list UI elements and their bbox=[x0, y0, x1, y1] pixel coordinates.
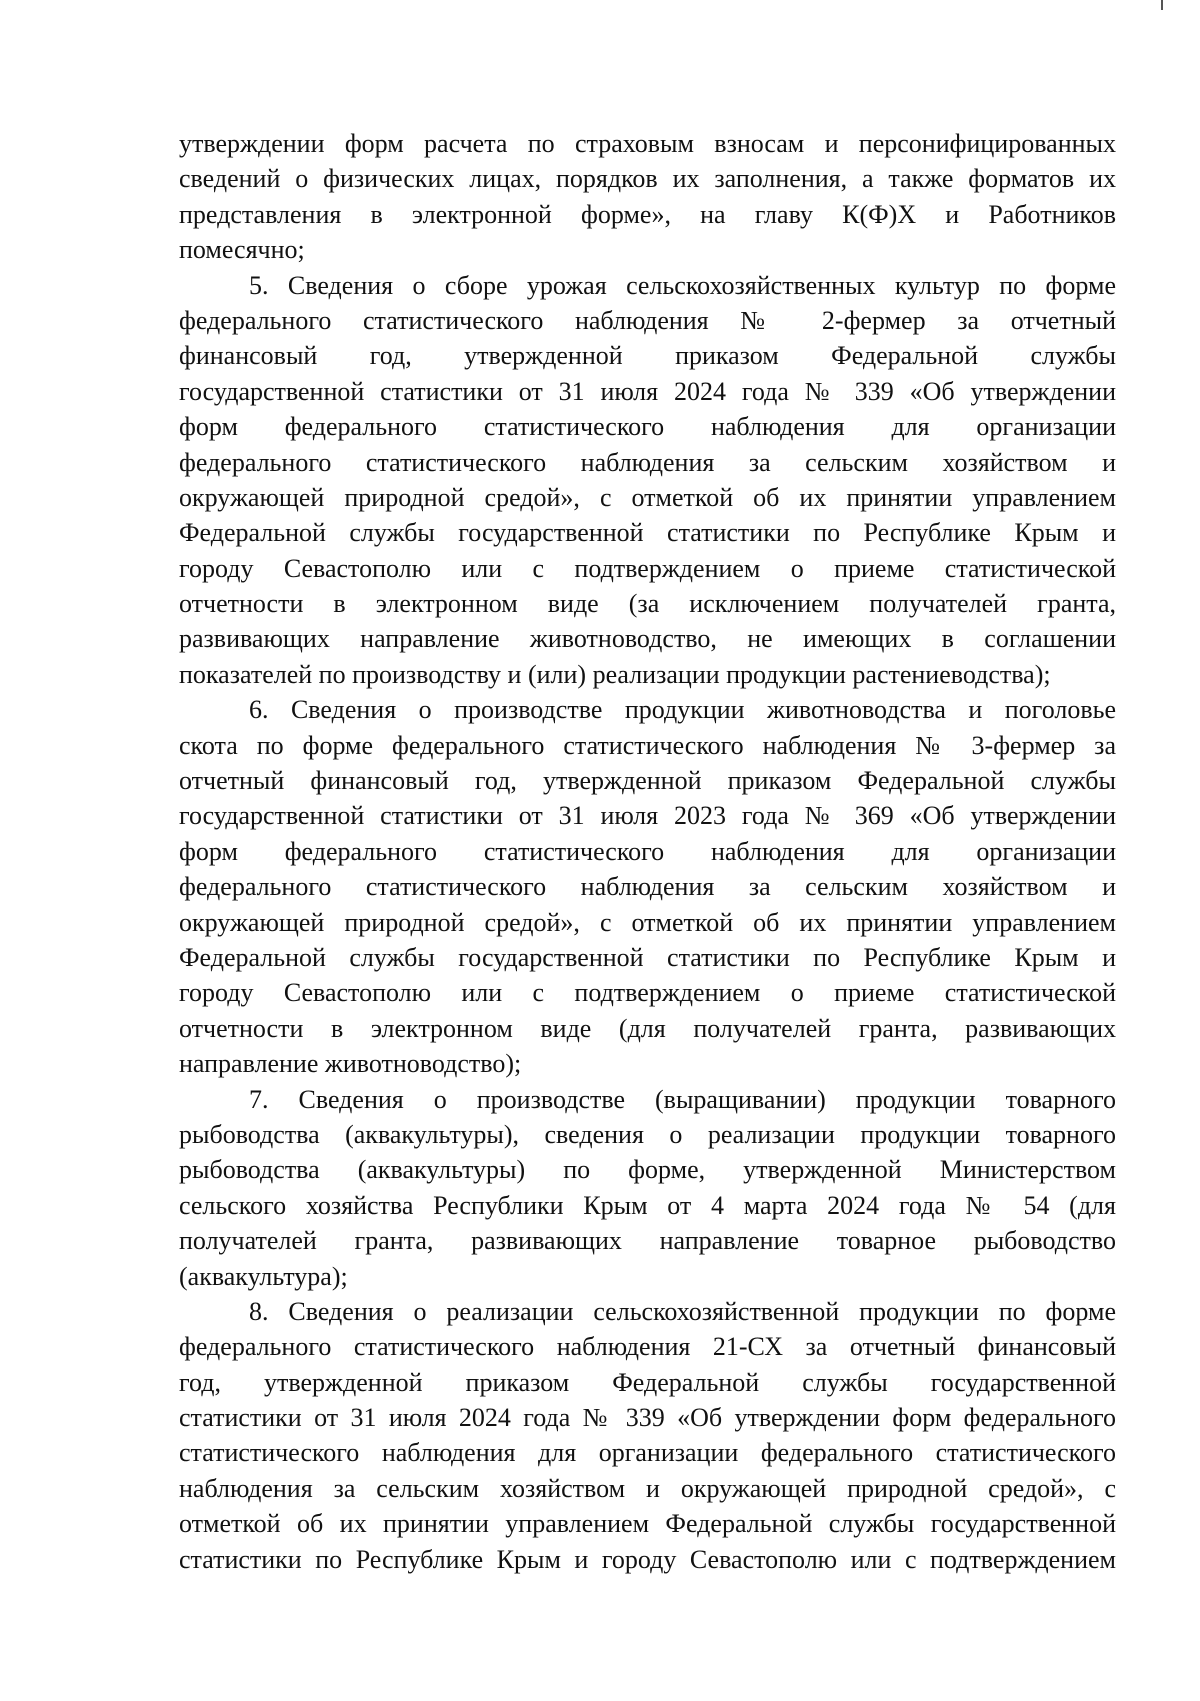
paragraph-first-line: 7. Сведения о производстве (выращивании) продукции товарного bbox=[249, 1084, 1116, 1114]
text-line: получателей гранта, развивающих направление товарное рыбоводство bbox=[179, 1226, 1116, 1256]
text-line: представления в электронной форме», на главу К(Ф)Х и Работников bbox=[179, 199, 1116, 229]
text-line: федерального статистического наблюдения № 2-фермер за отчетный bbox=[179, 305, 1116, 335]
text-line: показателей по производству и (или) реализации продукции растениеводства); bbox=[179, 659, 1051, 689]
text-line: наблюдения за сельским хозяйством и окружающей природной средой», с bbox=[179, 1473, 1116, 1503]
text-line: Федеральной службы государственной статистики по Республике Крым и bbox=[179, 518, 1116, 548]
text-line: отчетности в электронном виде (для получателей гранта, развивающих bbox=[179, 1013, 1116, 1043]
text-line: статистики по Республике Крым и городу Севастополю или с подтверждением bbox=[179, 1544, 1116, 1574]
text-line: федерального статистического наблюдения 21-СХ за отчетный финансовый bbox=[179, 1332, 1116, 1362]
text-line: статистического наблюдения для организации федерального статистического bbox=[179, 1438, 1116, 1468]
text-line: государственной статистики от 31 июля 2024 года № 339 «Об утверждении bbox=[179, 376, 1116, 406]
text-line: помесячно; bbox=[179, 235, 305, 265]
text-line: городу Севастополю или с подтверждением о приеме статистической bbox=[179, 978, 1116, 1008]
text-line: отчетный финансовый год, утвержденной приказом Федеральной службы bbox=[179, 766, 1116, 796]
text-line: финансовый год, утвержденной приказом Федеральной службы bbox=[179, 341, 1116, 371]
text-line: рыбоводства (аквакультуры), сведения о реализации продукции товарного bbox=[179, 1119, 1116, 1149]
text-line: отчетности в электронном виде (за исключением получателей гранта, bbox=[179, 589, 1116, 619]
paragraph-first-line: 6. Сведения о производстве продукции животноводства и поголовье bbox=[249, 695, 1116, 725]
text-line: развивающих направление животноводство, не имеющих в соглашении bbox=[179, 624, 1116, 654]
text-line: Федеральной службы государственной статистики по Республике Крым и bbox=[179, 942, 1116, 972]
text-line: сельского хозяйства Республики Крым от 4 марта 2024 года № 54 (для bbox=[179, 1190, 1116, 1220]
text-line: окружающей природной средой», с отметкой об их принятии управлением bbox=[179, 482, 1116, 512]
text-line: государственной статистики от 31 июля 2023 года № 369 «Об утверждении bbox=[179, 801, 1116, 831]
text-line: форм федерального статистического наблюдения для организации bbox=[179, 836, 1116, 866]
text-line: год, утвержденной приказом Федеральной службы государственной bbox=[179, 1367, 1116, 1397]
text-line: федерального статистического наблюдения за сельским хозяйством и bbox=[179, 447, 1116, 477]
text-line: рыбоводства (аквакультуры) по форме, утвержденной Министерством bbox=[179, 1155, 1116, 1185]
text-line: федерального статистического наблюдения за сельским хозяйством и bbox=[179, 872, 1116, 902]
scan-edge-mark bbox=[1161, 0, 1163, 10]
text-line: статистики от 31 июля 2024 года № 339 «Об утверждении форм федерального bbox=[179, 1403, 1116, 1433]
text-line: форм федерального статистического наблюдения для организации bbox=[179, 412, 1116, 442]
document-body bbox=[179, 126, 1116, 1577]
paragraph-first-line: 8. Сведения о реализации сельскохозяйственной продукции по форме bbox=[249, 1296, 1116, 1326]
text-line: окружающей природной средой», с отметкой об их принятии управлением bbox=[179, 907, 1116, 937]
paragraph-first-line: 5. Сведения о сборе урожая сельскохозяйственных культур по форме bbox=[249, 270, 1116, 300]
text-line: скота по форме федерального статистического наблюдения № 3-фермер за bbox=[179, 730, 1116, 760]
text-line: отметкой об их принятии управлением Федеральной службы государственной bbox=[179, 1509, 1116, 1539]
text-line: направление животноводство); bbox=[179, 1049, 522, 1079]
text-line: (аквакультура); bbox=[179, 1261, 348, 1291]
text-line: утверждении форм расчета по страховым взносам и персонифицированных bbox=[179, 129, 1116, 158]
text-line: сведений о физических лицах, порядков их заполнения, а также форматов их bbox=[179, 164, 1116, 194]
text-line: городу Севастополю или с подтверждением о приеме статистической bbox=[179, 553, 1116, 583]
